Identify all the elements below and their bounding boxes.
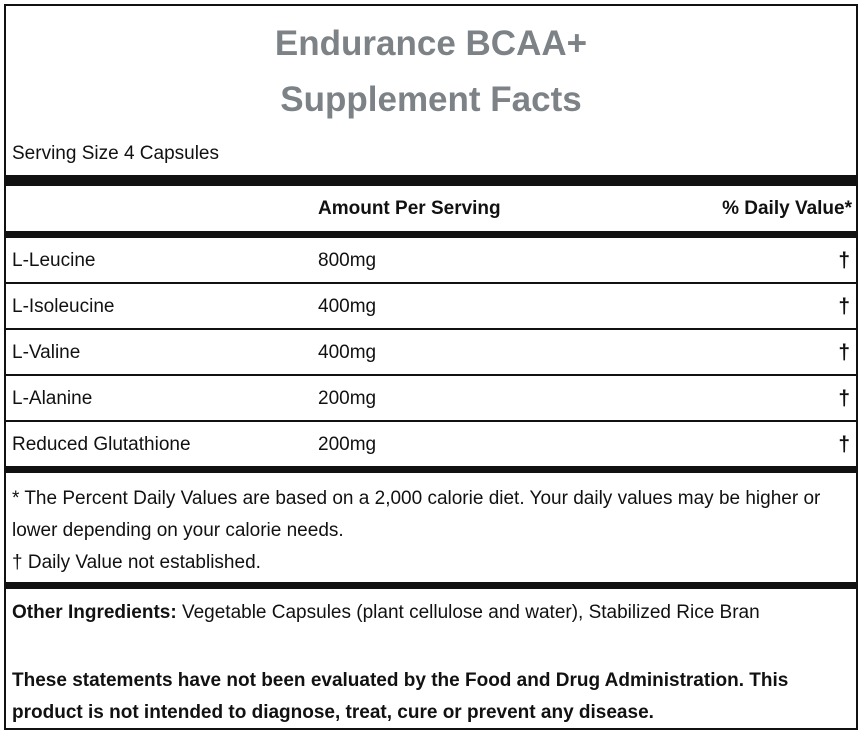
- product-title: Endurance BCAA+: [274, 24, 588, 63]
- ingredient-name: L-Alanine: [12, 388, 93, 409]
- other-ingredients: [12, 602, 760, 624]
- table-row: [6, 284, 856, 328]
- thick-divider-footnotes: [6, 582, 856, 589]
- ingredient-amount: 800mg: [318, 250, 377, 271]
- daily-value-dagger: †: [838, 387, 850, 410]
- ingredient-name: L-Valine: [12, 342, 81, 363]
- daily-value-dagger: †: [838, 341, 850, 364]
- ingredient-amount: 400mg: [318, 296, 377, 317]
- footnotes: [12, 483, 850, 579]
- amount-per-serving-header: Amount Per Serving: [318, 198, 501, 219]
- dagger-footnote: † Daily Value not established.: [12, 552, 261, 573]
- daily-value-dagger: †: [838, 295, 850, 318]
- daily-value-dagger: †: [838, 433, 850, 456]
- ingredient-amount: 200mg: [318, 388, 377, 409]
- ingredient-amount: 200mg: [318, 434, 377, 455]
- daily-value-header: % Daily Value*: [722, 198, 852, 219]
- table-row: [6, 422, 856, 466]
- ingredient-name: Reduced Glutathione: [12, 434, 191, 455]
- thick-divider-top: [6, 175, 856, 186]
- percent-daily-value-footnote: * The Percent Daily Values are based on a 2,000 calorie diet. Your daily values may be higher or lower depending on your calorie needs.: [12, 488, 821, 541]
- ingredient-name: L-Leucine: [12, 250, 96, 271]
- table-row: [6, 330, 856, 374]
- ingredient-amount: 400mg: [318, 342, 377, 363]
- daily-value-dagger: †: [838, 249, 850, 272]
- other-ingredients-label: Other Ingredients:: [12, 602, 177, 623]
- table-row: [6, 376, 856, 420]
- table-row: [6, 238, 856, 282]
- thick-divider-rows-end: [6, 466, 856, 473]
- other-ingredients-text: Vegetable Capsules (plant cellulose and water), Stabilized Rice Bran: [176, 602, 760, 623]
- supplement-facts-panel: [4, 4, 858, 730]
- ingredient-name: L-Isoleucine: [12, 296, 115, 317]
- serving-size: Serving Size 4 Capsules: [12, 143, 219, 164]
- panel-title: Supplement Facts: [280, 80, 582, 119]
- fda-disclaimer: These statements have not been evaluated by the Food and Drug Administration. This product is not intended to diagnose, treat, cure or prevent any disease.: [12, 670, 789, 723]
- thick-divider-header: [6, 231, 856, 238]
